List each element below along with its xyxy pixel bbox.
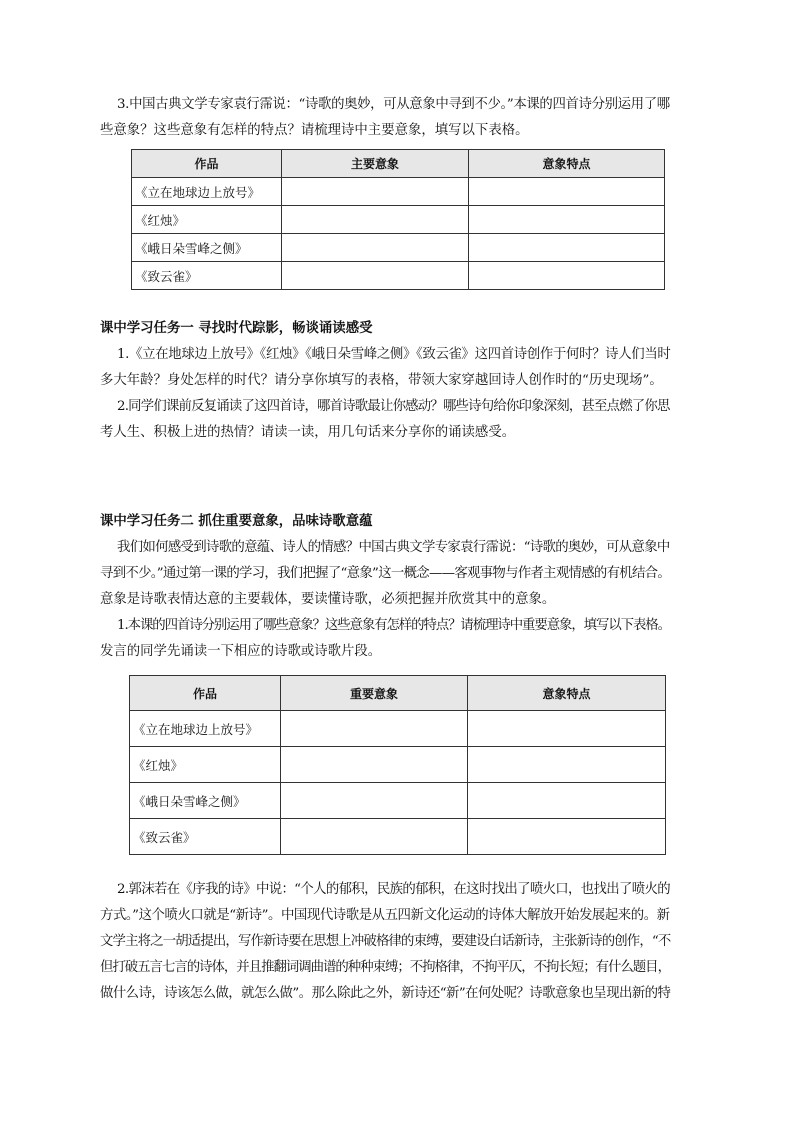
text-line: 1.《立在地球边上放号》《红烛》《峨日朵雪峰之侧》《致云雀》这四首诗创作于何时？诗人们当时 (117, 347, 671, 362)
task2-paragraph-1 (100, 535, 670, 613)
task1-heading: 课中学习任务一 寻找时代踪影，畅谈诵读感受 (100, 321, 373, 336)
text-line: 1.本课的四首诗分别运用了哪些意象？这些意象有怎样的特点？请梳理诗中重要意象，填写以下表格。 (117, 618, 670, 633)
text-line: 做什么诗，诗该怎么做，就怎么做”。那么除此之外，新诗还“新”在何处呢？诗歌意象也呈现出新的特 (100, 986, 671, 1001)
cell-work-title: 《立在地球边上放号》 (130, 711, 281, 747)
cell-blank[interactable] (282, 234, 469, 262)
text-line: 意象是诗歌表情达意的主要载体，要读懂诗歌，必须把握并欣赏其中的意象。 (100, 592, 556, 607)
imagery-table-2 (129, 675, 666, 855)
table-row (132, 262, 665, 290)
task2-paragraph-2 (100, 613, 670, 665)
column-header-features: 意象特点 (469, 150, 665, 178)
cell-blank[interactable] (282, 206, 469, 234)
cell-blank[interactable] (469, 178, 665, 206)
text-line: 但打破五言七言的诗体，并且推翻词调曲谱的种种束缚；不拘格律，不拘平仄，不拘长短；有什么题目， (100, 960, 670, 975)
cell-work-title: 《立在地球边上放号》 (132, 178, 282, 206)
cell-blank[interactable] (282, 262, 469, 290)
text-line: 我们如何感受到诗歌的意蕴、诗人的情感？中国古典文学专家袁行霈说：“诗歌的奥妙，可从意象中 (117, 540, 670, 555)
cell-work-title: 《致云雀》 (130, 819, 281, 855)
cell-blank[interactable] (469, 262, 665, 290)
closing-paragraph (100, 877, 670, 1007)
cell-blank[interactable] (469, 234, 665, 262)
cell-blank[interactable] (281, 783, 468, 819)
cell-blank[interactable] (281, 711, 468, 747)
table-row (132, 178, 665, 206)
cell-blank[interactable] (281, 819, 468, 855)
cell-blank[interactable] (282, 178, 469, 206)
column-header-features: 意象特点 (468, 676, 666, 711)
text-line: 3.中国古典文学专家袁行霈说：“诗歌的奥妙，可从意象中寻到不少。”本课的四首诗分别运用了哪 (117, 97, 670, 112)
column-header-imagery: 主要意象 (282, 150, 469, 178)
task1-paragraph-2 (100, 394, 670, 446)
cell-blank[interactable] (469, 206, 665, 234)
cell-work-title: 《峨日朵雪峰之侧》 (130, 783, 281, 819)
column-header-imagery: 重要意象 (281, 676, 468, 711)
cell-work-title: 《峨日朵雪峰之侧》 (132, 234, 282, 262)
table-header-row (130, 676, 666, 711)
intro-paragraph (100, 92, 670, 144)
table-row (130, 783, 666, 819)
cell-work-title: 《致云雀》 (132, 262, 282, 290)
text-line: 些意象？这些意象有怎样的特点？请梳理诗中主要意象，填写以下表格。 (100, 123, 529, 138)
cell-work-title: 《红烛》 (132, 206, 282, 234)
text-line: 考人生、积极上进的热情？请读一读，用几句话来分享你的诵读感受。 (100, 425, 516, 440)
imagery-table-1 (131, 149, 665, 290)
table-row (130, 819, 666, 855)
table-row (132, 234, 665, 262)
text-line: 方式。”这个喷火口就是“新诗”。中国现代诗歌是从五四新文化运动的诗体大解放开始发展起来的。新 (100, 908, 670, 923)
text-line: 发言的同学先诵读一下相应的诗歌或诗歌片段。 (100, 644, 382, 659)
cell-blank[interactable] (468, 783, 666, 819)
text-line: 2.郭沫若在《序我的诗》中说：“个人的郁积，民族的郁积，在这时找出了喷火口，也找出了喷火的 (117, 882, 671, 897)
text-line: 多大年龄？身处怎样的时代？请分享你填写的表格，带领大家穿越回诗人创作时的“历史现场”。 (100, 373, 663, 388)
text-line: 文学主将之一胡适提出，写作新诗要在思想上冲破格律的束缚，要建设白话新诗，主张新诗的创作，“不 (100, 934, 671, 949)
column-header-work: 作品 (130, 676, 281, 711)
table-row (132, 206, 665, 234)
column-header-work: 作品 (132, 150, 282, 178)
table-header-row (132, 150, 665, 178)
task1-paragraph-1 (100, 342, 670, 394)
table-row (130, 711, 666, 747)
cell-blank[interactable] (468, 819, 666, 855)
table-row (130, 747, 666, 783)
cell-blank[interactable] (468, 711, 666, 747)
text-line: 2.同学们课前反复诵读了这四首诗，哪首诗歌最让你感动？哪些诗句给你印象深刻，甚至点燃了你思 (117, 399, 670, 414)
text-line: 寻到不少。”通过第一课的学习，我们把握了“意象”这一概念——客观事物与作者主观情感的有机结合。 (100, 566, 671, 581)
cell-blank[interactable] (468, 747, 666, 783)
task2-heading: 课中学习任务二 抓住重要意象，品味诗歌意蕴 (100, 514, 373, 529)
cell-blank[interactable] (281, 747, 468, 783)
cell-work-title: 《红烛》 (130, 747, 281, 783)
